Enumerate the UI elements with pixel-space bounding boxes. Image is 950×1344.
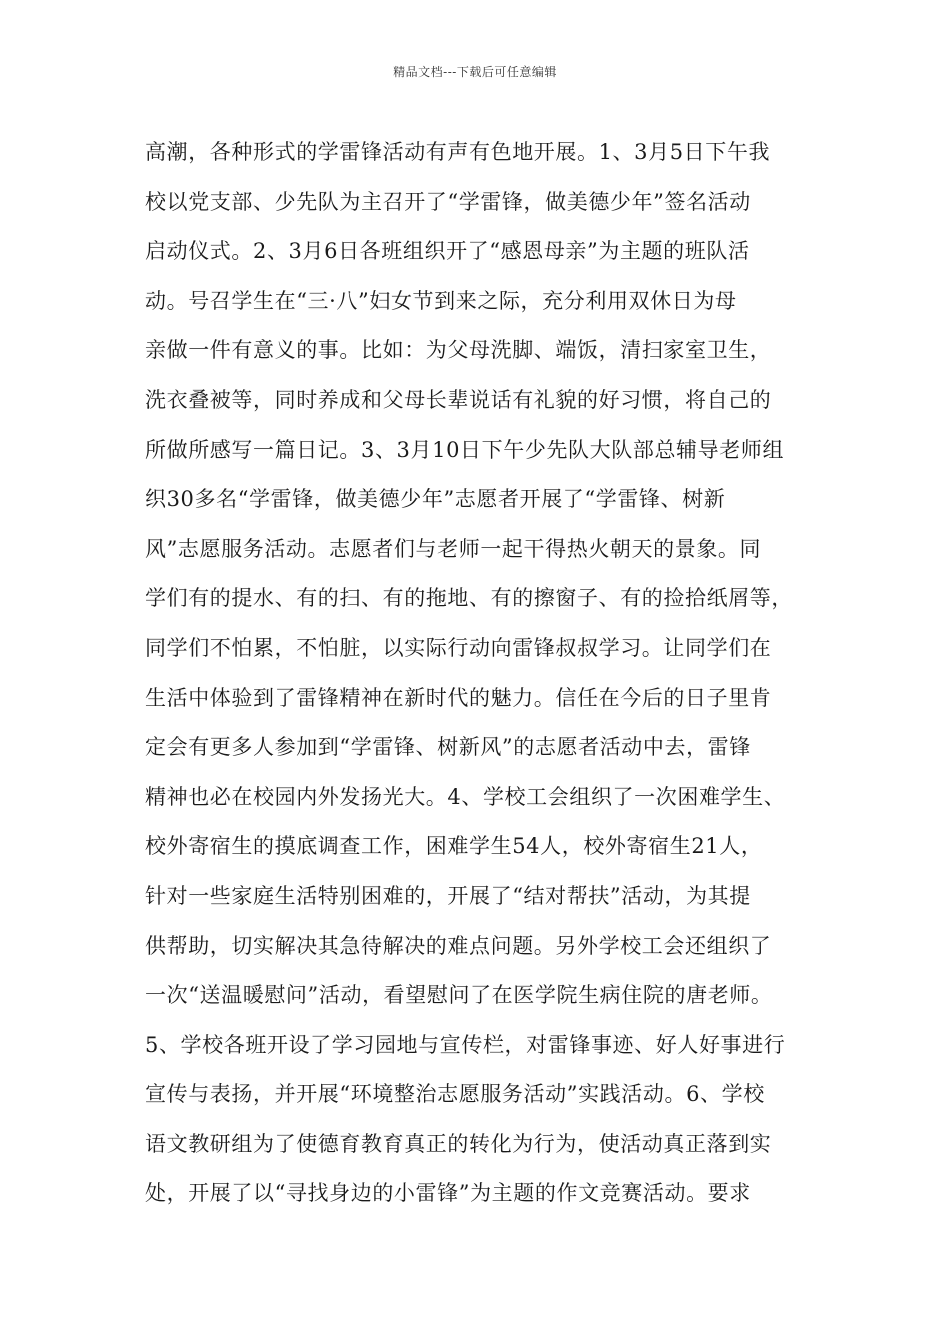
document-body xyxy=(145,133,825,1224)
text-line: 生活中体验到了雷锋精神在新时代的魅力。信任在今后的日子里肯 xyxy=(145,685,772,710)
text-line: 所做所感写一篇日记。3、3月10日下午少先队大队部总辅导老师组 xyxy=(145,437,785,462)
text-line: 动。号召学生在“三·八”妇女节到来之际，充分利用双休日为母 xyxy=(145,288,737,313)
text-line: 宣传与表扬，并开展“环境整治志愿服务活动”实践活动。6、学校 xyxy=(145,1082,765,1107)
text-line: 织30多名“学雷锋，做美德少年”志愿者开展了“学雷锋、树新 xyxy=(145,487,726,512)
page-header: 精品文档---下载后可任意编辑 xyxy=(393,65,557,79)
text-line: 处，开展了以“寻找身边的小雷锋”为主题的作文竞赛活动。要求 xyxy=(145,1181,751,1206)
text-line: 洗衣叠被等，同时养成和父母长辈说话有礼貌的好习惯，将自己的 xyxy=(145,387,772,412)
text-line: 风”志愿服务活动。志愿者们与老师一起干得热火朝天的景象。同 xyxy=(145,536,762,561)
text-line: 同学们不怕累，不怕脏，以实际行动向雷锋叔叔学习。让同学们在 xyxy=(145,635,772,660)
text-line: 5、学校各班开设了学习园地与宣传栏，对雷锋事迹、好人好事进行 xyxy=(145,1032,786,1057)
text-line: 校外寄宿生的摸底调查工作，困难学生54人，校外寄宿生21人， xyxy=(145,834,763,859)
text-line: 高潮，各种形式的学雷锋活动有声有色地开展。1、3月5日下午我 xyxy=(145,140,771,164)
text-line: 亲做一件有意义的事。比如：为父母洗脚、端饭，清扫家室卫生， xyxy=(145,338,772,363)
text-line: 一次“送温暖慰问”活动，看望慰问了在医学院生病住院的唐老师。 xyxy=(145,983,773,1008)
text-line: 启动仪式。2、3月6日各班组织开了“感恩母亲”为主题的班队活 xyxy=(145,239,750,264)
text-line: 学们有的提水、有的扫、有的拖地、有的擦窗子、有的捡拾纸屑等， xyxy=(145,586,793,611)
text-line: 语文教研组为了使德育教育真正的转化为行为，使活动真正落到实 xyxy=(145,1131,772,1156)
text-line: 校以党支部、少先队为主召开了“学雷锋，做美德少年”签名活动 xyxy=(145,189,751,214)
text-line: 针对一些家庭生活特别困难的，开展了“结对帮扶”活动，为其提 xyxy=(145,883,751,908)
text-line: 定会有更多人参加到“学雷锋、树新风”的志愿者活动中去，雷锋 xyxy=(145,735,751,760)
text-line: 供帮助，切实解决其急待解决的难点问题。另外学校工会还组织了 xyxy=(145,933,772,958)
text-line: 精神也必在校园内外发扬光大。4、学校工会组织了一次困难学生、 xyxy=(145,784,786,809)
